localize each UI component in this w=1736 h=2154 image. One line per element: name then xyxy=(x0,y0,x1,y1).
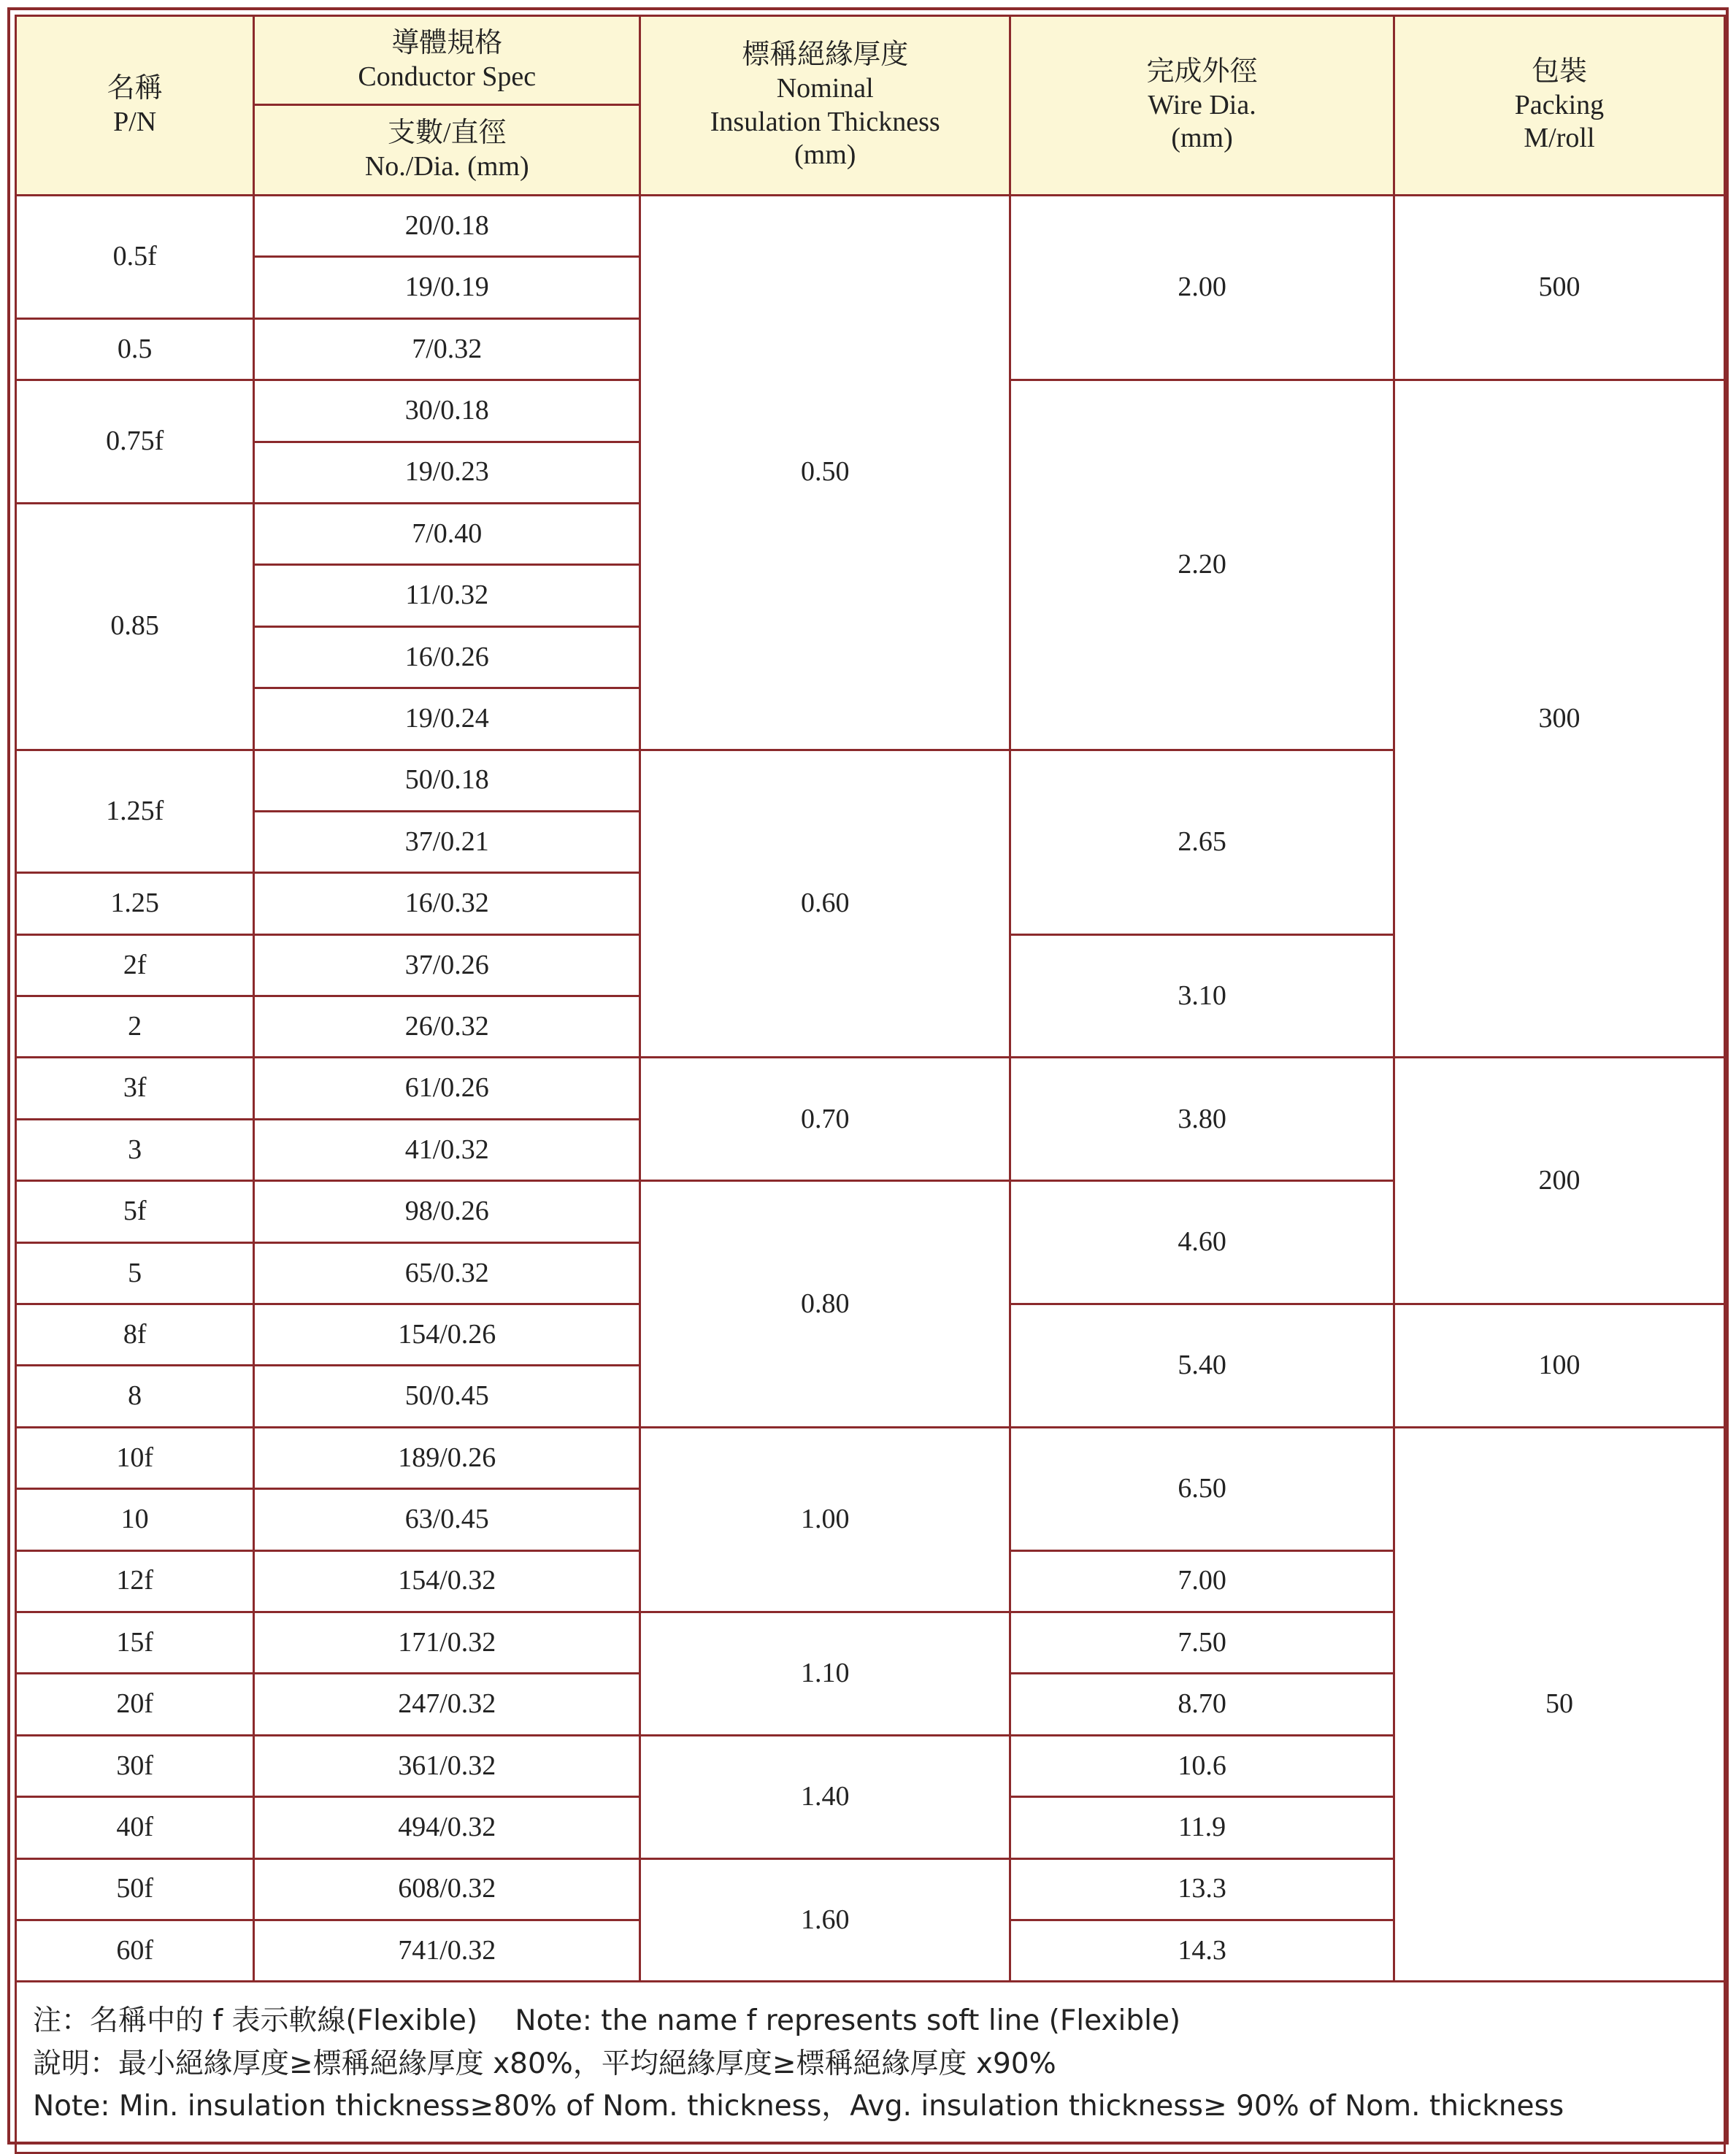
header-strand-zh: 支數/直徑 xyxy=(387,117,507,148)
wire-dia-cell: 10.6 xyxy=(1010,1735,1394,1796)
strand-cell: 16/0.26 xyxy=(254,626,640,688)
wire-dia-cell: 3.10 xyxy=(1010,934,1394,1058)
insulation-cell: 1.10 xyxy=(640,1612,1010,1735)
header-wire-dia xyxy=(1010,16,1394,196)
insulation-cell: 1.40 xyxy=(640,1735,1010,1858)
pn-cell: 5f xyxy=(16,1181,254,1242)
strand-cell: 361/0.32 xyxy=(254,1735,640,1796)
header-insulation xyxy=(640,16,1010,196)
pn-cell: 8 xyxy=(16,1366,254,1427)
strand-cell: 19/0.24 xyxy=(254,688,640,750)
strand-cell: 63/0.45 xyxy=(254,1489,640,1550)
wire-dia-cell: 13.3 xyxy=(1010,1858,1394,1920)
strand-cell: 20/0.18 xyxy=(254,196,640,257)
strand-cell: 19/0.19 xyxy=(254,257,640,318)
wire-dia-cell: 7.00 xyxy=(1010,1550,1394,1612)
note-explanation-zh: 說明：最小絕緣厚度≥標稱絕緣厚度 x80%，平均絕緣厚度≥標稱絕緣厚度 x90% xyxy=(33,2047,1056,2080)
header-wire-dia-unit: (mm) xyxy=(1171,123,1233,154)
wire-dia-cell: 3.80 xyxy=(1010,1058,1394,1181)
header-packing-zh: 包裝 xyxy=(1531,56,1587,88)
wire-dia-cell: 4.60 xyxy=(1010,1181,1394,1304)
packing-cell: 50 xyxy=(1394,1427,1724,1982)
pn-cell: 3f xyxy=(16,1058,254,1119)
header-strand-en: No./Dia. (mm) xyxy=(364,150,529,182)
packing-cell: 500 xyxy=(1394,196,1724,380)
pn-cell: 0.5 xyxy=(16,318,254,380)
wire-dia-cell: 2.65 xyxy=(1010,750,1394,934)
wire-dia-cell: 8.70 xyxy=(1010,1674,1394,1735)
strand-cell: 154/0.32 xyxy=(254,1550,640,1612)
wire-dia-cell: 7.50 xyxy=(1010,1612,1394,1673)
pn-cell: 10f xyxy=(16,1427,254,1488)
wire-dia-cell: 2.00 xyxy=(1010,196,1394,380)
wire-dia-cell: 14.3 xyxy=(1010,1920,1394,1981)
wire-dia-cell: 2.20 xyxy=(1010,380,1394,750)
pn-cell: 2 xyxy=(16,996,254,1058)
strand-cell: 37/0.21 xyxy=(254,811,640,872)
pn-cell: 10 xyxy=(16,1489,254,1550)
strand-cell: 608/0.32 xyxy=(254,1858,640,1920)
pn-cell: 3 xyxy=(16,1119,254,1180)
strand-cell: 19/0.23 xyxy=(254,442,640,503)
strand-cell: 30/0.18 xyxy=(254,380,640,442)
pn-cell: 0.5f xyxy=(16,196,254,319)
header-conductor-zh: 導體規格 xyxy=(391,27,503,58)
header-strand xyxy=(254,105,640,196)
header-wire-dia-zh: 完成外徑 xyxy=(1146,56,1258,88)
header-packing-en: Packing xyxy=(1514,89,1605,120)
wire-dia-cell: 6.50 xyxy=(1010,1427,1394,1550)
strand-cell: 741/0.32 xyxy=(254,1920,640,1981)
note-flexible: 注：名稱中的 f 表示軟線(Flexible) Note: the name f represents soft line (Flexible) xyxy=(33,2004,1181,2038)
pn-cell: 50f xyxy=(16,1858,254,1920)
strand-cell: 154/0.26 xyxy=(254,1304,640,1366)
insulation-cell: 1.00 xyxy=(640,1427,1010,1612)
packing-cell: 100 xyxy=(1394,1304,1724,1428)
strand-cell: 11/0.32 xyxy=(254,565,640,626)
header-packing-unit: M/roll xyxy=(1524,123,1595,154)
wire-dia-cell: 11.9 xyxy=(1010,1797,1394,1858)
pn-cell: 8f xyxy=(16,1304,254,1366)
strand-cell: 189/0.26 xyxy=(254,1427,640,1488)
header-pn-en: P/N xyxy=(113,106,157,137)
header-packing xyxy=(1394,16,1724,196)
pn-cell: 30f xyxy=(16,1735,254,1796)
pn-cell: 15f xyxy=(16,1612,254,1673)
header-insulation-zh: 標稱絕緣厚度 xyxy=(742,39,909,71)
pn-cell: 0.85 xyxy=(16,503,254,750)
pn-cell: 12f xyxy=(16,1550,254,1612)
strand-cell: 26/0.32 xyxy=(254,996,640,1058)
wire-dia-cell: 5.40 xyxy=(1010,1304,1394,1428)
spec-table-frame xyxy=(7,7,1729,2145)
pn-cell: 2f xyxy=(16,934,254,996)
notes-cell xyxy=(16,1982,1725,2153)
strand-cell: 37/0.26 xyxy=(254,934,640,996)
strand-cell: 7/0.32 xyxy=(254,318,640,380)
header-insulation-en1: Nominal xyxy=(776,72,874,104)
wire-spec-table xyxy=(15,15,1726,2154)
insulation-cell: 0.80 xyxy=(640,1181,1010,1428)
insulation-cell: 0.60 xyxy=(640,750,1010,1058)
header-conductor-en: Conductor Spec xyxy=(358,61,537,92)
header-pn xyxy=(16,16,254,196)
header-insulation-en2: Insulation Thickness xyxy=(710,106,940,137)
pn-cell: 60f xyxy=(16,1920,254,1981)
packing-cell: 200 xyxy=(1394,1058,1724,1304)
pn-cell: 1.25 xyxy=(16,873,254,934)
note-explanation-en: Note: Min. insulation thickness≥80% of Nom. thickness，Avg. insulation thickness≥ 90% of Nom. thickness xyxy=(33,2090,1564,2123)
strand-cell: 494/0.32 xyxy=(254,1797,640,1858)
strand-cell: 16/0.32 xyxy=(254,873,640,934)
pn-cell: 0.75f xyxy=(16,380,254,504)
header-conductor xyxy=(254,16,640,105)
header-pn-zh: 名稱 xyxy=(107,72,163,104)
strand-cell: 247/0.32 xyxy=(254,1674,640,1735)
pn-cell: 20f xyxy=(16,1674,254,1735)
strand-cell: 61/0.26 xyxy=(254,1058,640,1119)
insulation-cell: 1.60 xyxy=(640,1858,1010,1982)
header-wire-dia-en: Wire Dia. xyxy=(1148,89,1256,120)
insulation-cell: 0.70 xyxy=(640,1058,1010,1181)
pn-cell: 40f xyxy=(16,1797,254,1858)
strand-cell: 171/0.32 xyxy=(254,1612,640,1673)
pn-cell: 1.25f xyxy=(16,750,254,873)
strand-cell: 7/0.40 xyxy=(254,503,640,564)
insulation-cell: 0.50 xyxy=(640,196,1010,750)
pn-cell: 5 xyxy=(16,1242,254,1304)
header-insulation-unit: (mm) xyxy=(794,139,856,171)
strand-cell: 41/0.32 xyxy=(254,1119,640,1180)
strand-cell: 65/0.32 xyxy=(254,1242,640,1304)
strand-cell: 98/0.26 xyxy=(254,1181,640,1242)
strand-cell: 50/0.18 xyxy=(254,750,640,811)
strand-cell: 50/0.45 xyxy=(254,1366,640,1427)
packing-cell: 300 xyxy=(1394,380,1724,1058)
